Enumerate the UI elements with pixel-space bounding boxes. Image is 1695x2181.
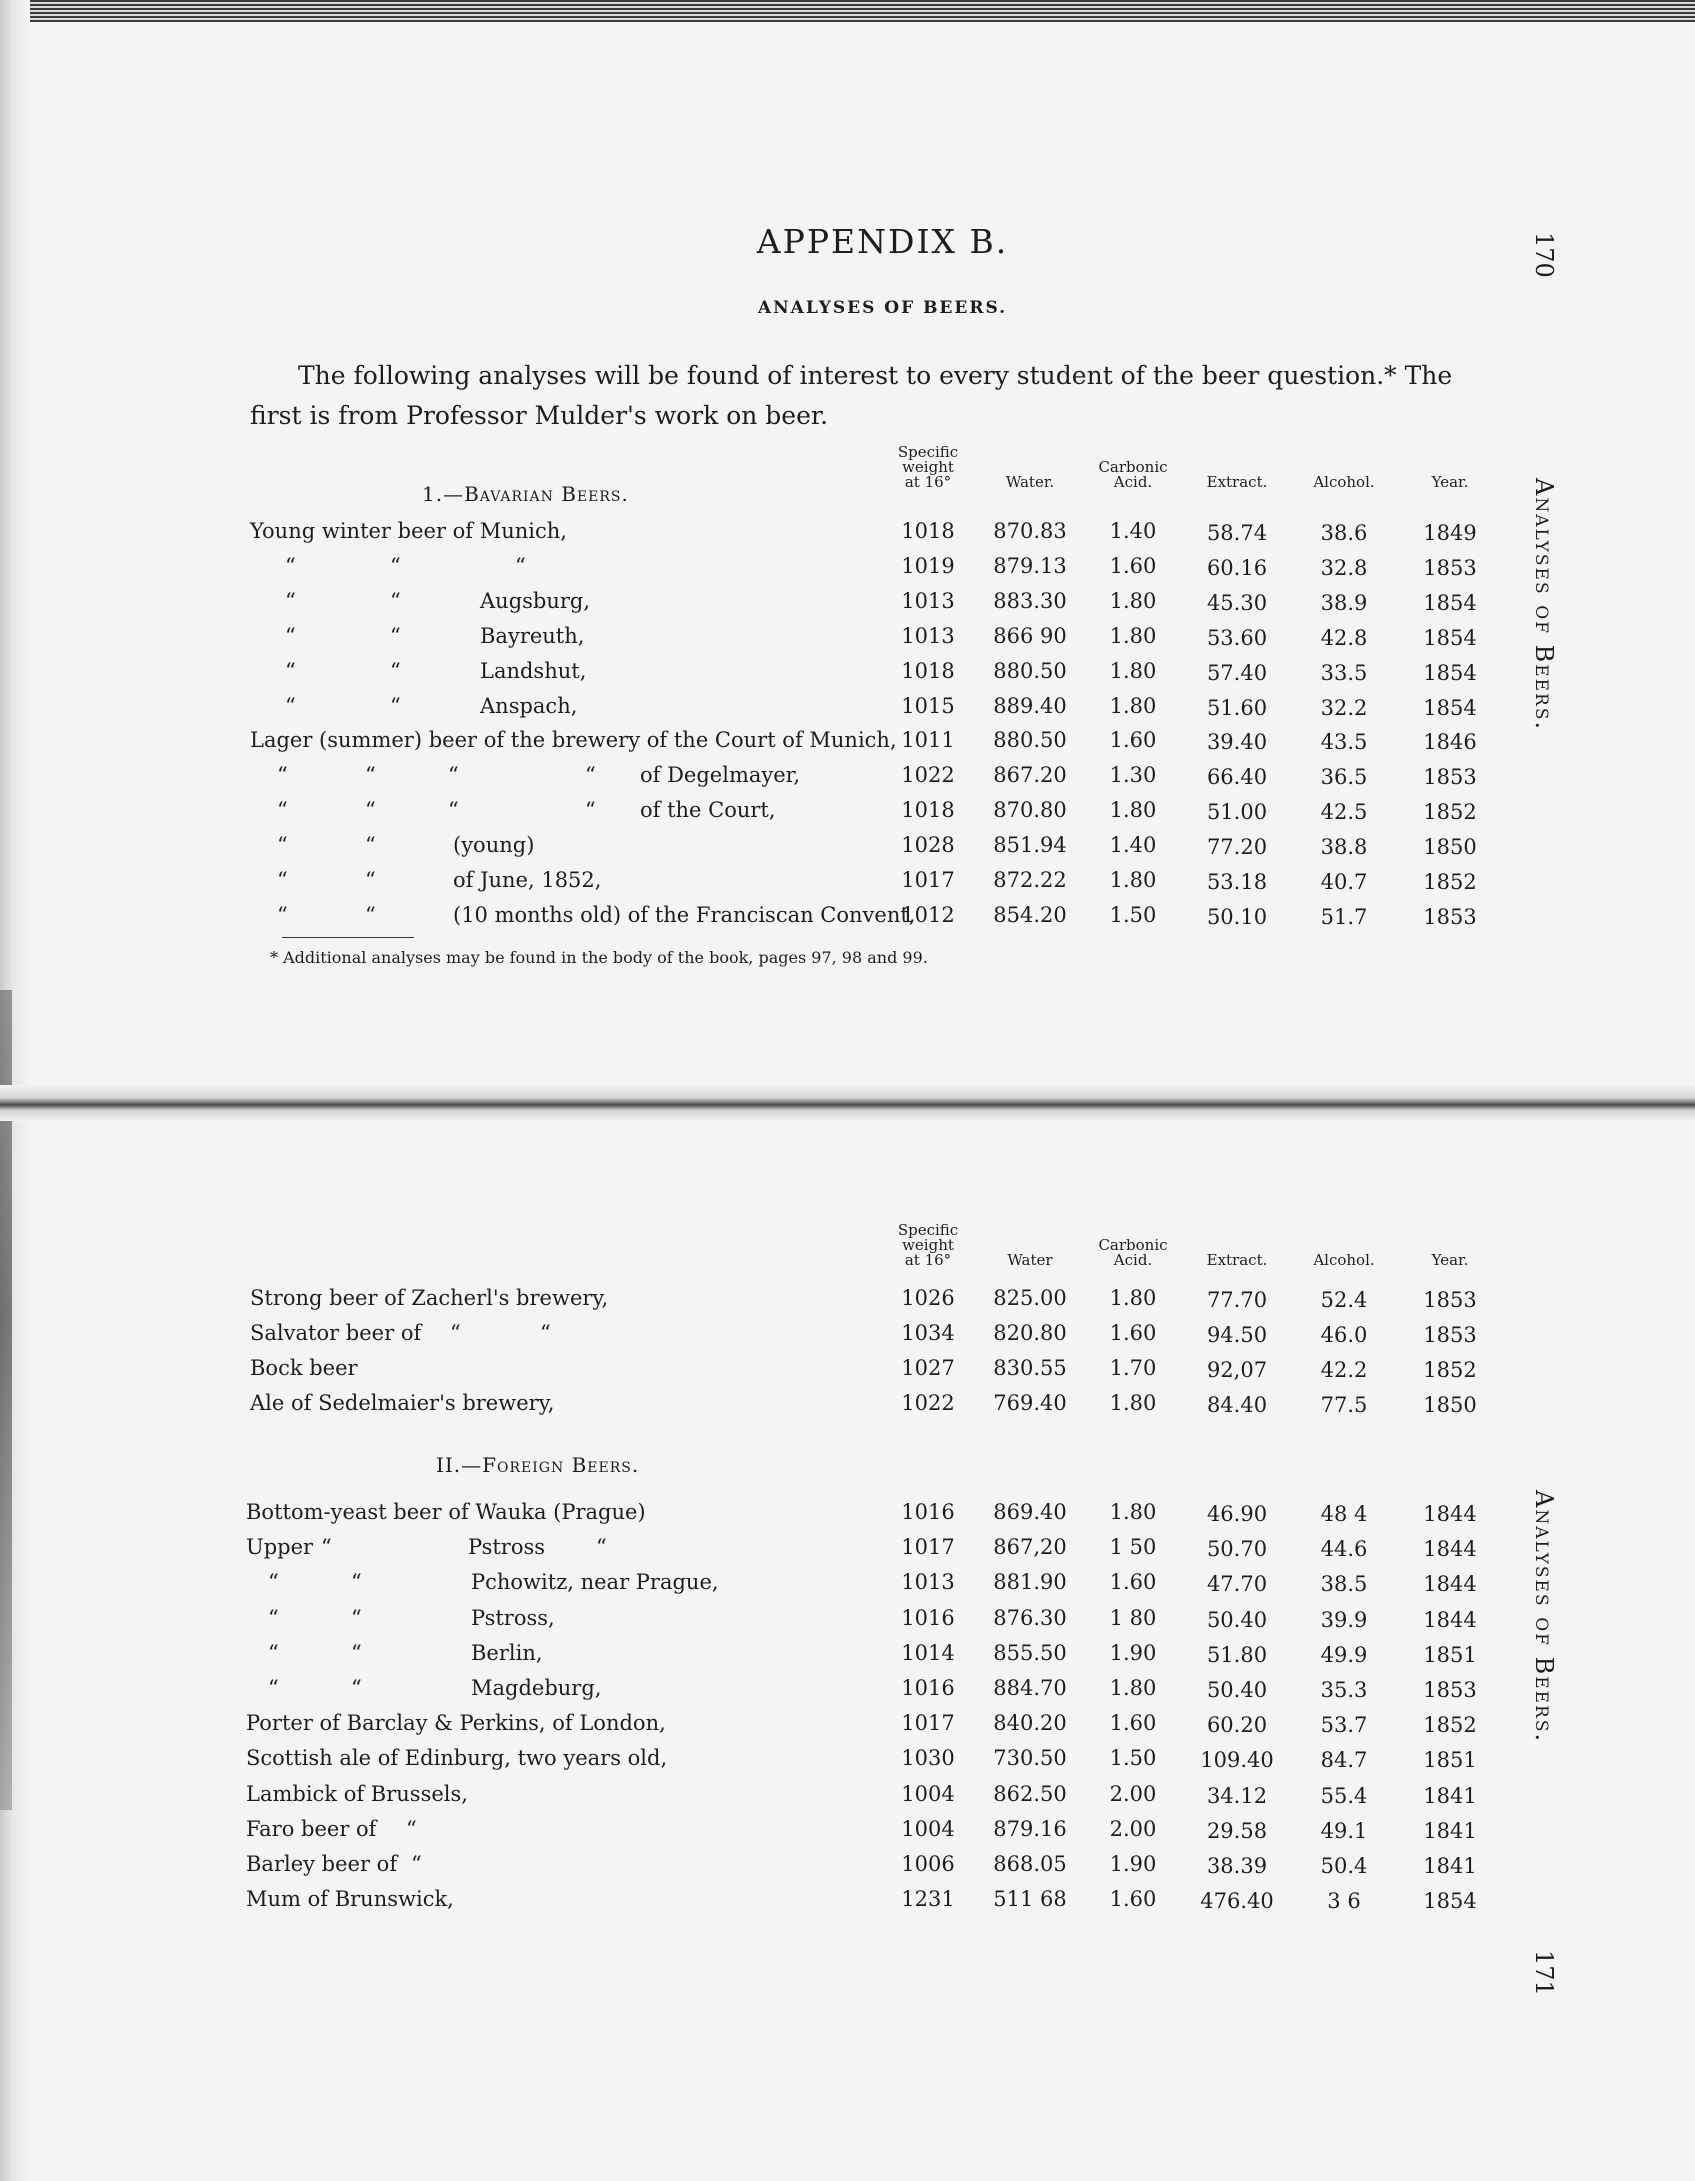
- cell-extract: 77.20: [1206, 835, 1268, 860]
- cell-water: 820.80: [993, 1321, 1067, 1345]
- column-header-line: Carbonic: [1098, 1236, 1168, 1254]
- cell-carbonic-acid: 1.80: [1109, 658, 1157, 683]
- cell-specific-weight: 1016: [901, 1500, 955, 1524]
- cell-specific-weight: 1016: [901, 1605, 955, 1630]
- cell-year: 1849: [1423, 521, 1477, 545]
- cell-water: 870.80: [993, 798, 1067, 823]
- column-header-line: weight: [902, 458, 954, 476]
- cell-water: 884.70: [993, 1676, 1067, 1700]
- section-heading-foreign: II.—Foreign Beers.: [436, 1453, 640, 1477]
- cell-year: 1851: [1423, 1748, 1477, 1773]
- cell-carbonic-acid: 1.80: [1109, 1286, 1157, 1310]
- cell-specific-weight: 1014: [901, 1640, 955, 1665]
- cell-carbonic-acid: 1.80: [1109, 1391, 1157, 1415]
- cell-year: 1853: [1423, 555, 1477, 580]
- cell-specific-weight: 1017: [901, 868, 955, 892]
- row-label: Landshut,: [480, 658, 587, 683]
- column-header-line: Carbonic: [1098, 458, 1168, 476]
- cell-year: 1844: [1423, 1607, 1477, 1632]
- cell-specific-weight: 1026: [901, 1286, 955, 1310]
- cell-water: 880.50: [993, 658, 1067, 683]
- cell-extract: 47.70: [1206, 1572, 1268, 1597]
- row-label: “: [390, 658, 401, 683]
- cell-water: 851.94: [993, 833, 1067, 858]
- row-label: “: [277, 833, 288, 858]
- page-171: [0, 1120, 1695, 2181]
- cell-water: 830.55: [993, 1356, 1067, 1380]
- cell-alcohol: 53.7: [1320, 1713, 1368, 1738]
- cell-year: 1854: [1423, 590, 1477, 615]
- row-label: “: [540, 1321, 551, 1345]
- row-label: “: [448, 763, 459, 788]
- cell-alcohol: 49.9: [1320, 1642, 1368, 1667]
- column-header-extract: [1207, 1253, 1268, 1268]
- column-header-line: at 16°: [904, 473, 952, 491]
- cell-alcohol: 38.6: [1320, 521, 1368, 545]
- intro-paragraph: [250, 356, 1510, 436]
- cell-alcohol: 52.4: [1320, 1288, 1368, 1312]
- row-label: “: [390, 623, 401, 648]
- column-header-carbonic-acid: [1098, 460, 1167, 490]
- column-header-line: Water: [1007, 1251, 1053, 1269]
- row-label: “: [411, 1852, 422, 1876]
- cell-carbonic-acid: 1.40: [1109, 519, 1157, 543]
- row-label: “: [596, 1535, 607, 1560]
- row-label: “: [285, 658, 296, 683]
- cell-alcohol: 42.8: [1320, 625, 1368, 650]
- cell-alcohol: 42.2: [1320, 1358, 1368, 1382]
- row-label: “: [365, 868, 376, 892]
- cell-year: 1841: [1423, 1783, 1477, 1808]
- cell-extract: 34.12: [1206, 1783, 1268, 1808]
- cell-specific-weight: 1018: [901, 658, 955, 683]
- cell-year: 1853: [1423, 1323, 1477, 1347]
- row-label: “: [268, 1640, 279, 1665]
- row-label: “: [406, 1816, 417, 1841]
- running-head: Analyses of Beers.: [1530, 478, 1558, 732]
- cell-extract: 50.70: [1206, 1537, 1268, 1562]
- footnote: * Additional analyses may be found in the body of the book, pages 97, 98 and 99.: [270, 948, 928, 967]
- cell-alcohol: 48 4: [1320, 1502, 1368, 1526]
- cell-year: 1853: [1423, 1678, 1477, 1702]
- column-header-specific-weight: [898, 1223, 958, 1268]
- cell-specific-weight: 1022: [901, 1391, 955, 1415]
- cell-year: 1850: [1423, 835, 1477, 860]
- row-label: of Degelmayer,: [640, 763, 801, 788]
- cell-year: 1851: [1423, 1642, 1477, 1667]
- row-label: “: [277, 763, 288, 788]
- cell-extract: 60.16: [1206, 555, 1268, 580]
- cell-water: 879.13: [993, 553, 1067, 578]
- intro-line-2: first is from Professor Mulder's work on beer.: [250, 401, 829, 430]
- cell-alcohol: 35.3: [1320, 1678, 1368, 1702]
- row-label: Upper: [246, 1535, 314, 1560]
- cell-extract: 50.10: [1206, 904, 1268, 929]
- row-label: “: [390, 553, 401, 578]
- cell-specific-weight: 1004: [901, 1781, 955, 1806]
- cell-alcohol: 32.8: [1320, 555, 1368, 580]
- cell-alcohol: 43.5: [1320, 730, 1368, 755]
- column-header-water: [1007, 1253, 1052, 1268]
- cell-alcohol: 46.0: [1320, 1323, 1368, 1347]
- cell-extract: 38.39: [1206, 1854, 1268, 1878]
- cell-carbonic-acid: 1.90: [1109, 1852, 1157, 1876]
- row-label: “: [448, 798, 459, 823]
- cell-alcohol: 38.9: [1320, 590, 1368, 615]
- cell-alcohol: 55.4: [1320, 1783, 1368, 1808]
- cell-year: 1846: [1423, 730, 1477, 755]
- cell-carbonic-acid: 1 80: [1109, 1605, 1157, 1630]
- row-label: Faro beer of: [246, 1816, 377, 1841]
- section-heading-bavarian: 1.—Bavarian Beers.: [422, 482, 629, 506]
- row-label: “: [365, 833, 376, 858]
- row-label: Barley beer of: [246, 1852, 398, 1876]
- column-header-carbonic-acid: [1098, 1238, 1167, 1268]
- cell-extract: 60.20: [1206, 1713, 1268, 1738]
- column-header-line: weight: [902, 1236, 954, 1254]
- row-label: Strong beer of Zacherl's brewery,: [250, 1286, 609, 1310]
- row-label: Porter of Barclay & Perkins, of London,: [246, 1711, 666, 1736]
- page-fold-shadow: [0, 1085, 1695, 1121]
- row-label: “: [321, 1535, 332, 1560]
- cell-water: 879.16: [993, 1816, 1067, 1841]
- column-header-line: Specific: [897, 443, 959, 461]
- row-label: Ale of Sedelmaier's brewery,: [250, 1391, 555, 1415]
- cell-year: 1844: [1423, 1572, 1477, 1597]
- cell-specific-weight: 1013: [901, 623, 955, 648]
- cell-water: 840.20: [993, 1711, 1067, 1736]
- cell-year: 1853: [1423, 1288, 1477, 1312]
- row-label: Augsburg,: [480, 588, 591, 613]
- row-label: “: [277, 902, 288, 927]
- cell-water: 868.05: [993, 1852, 1067, 1876]
- cell-alcohol: 33.5: [1320, 660, 1368, 685]
- row-label: Pstross: [468, 1535, 546, 1560]
- row-label: “: [277, 868, 288, 892]
- row-label: Bock beer: [250, 1356, 358, 1380]
- cell-water: 855.50: [993, 1640, 1067, 1665]
- cell-extract: 53.18: [1206, 870, 1268, 894]
- cell-alcohol: 84.7: [1320, 1748, 1368, 1773]
- cell-extract: 50.40: [1206, 1607, 1268, 1632]
- cell-carbonic-acid: 1.80: [1109, 588, 1157, 613]
- column-header-extract: [1207, 475, 1268, 490]
- cell-water: 883.30: [993, 588, 1067, 613]
- row-label: “: [585, 763, 596, 788]
- row-label: Mum of Brunswick,: [246, 1887, 454, 1912]
- cell-year: 1852: [1423, 1358, 1477, 1382]
- cell-water: 769.40: [993, 1391, 1067, 1415]
- cell-extract: 66.40: [1206, 765, 1268, 790]
- cell-carbonic-acid: 1.80: [1109, 693, 1157, 718]
- column-header-line: Extract.: [1206, 473, 1268, 491]
- cell-extract: 58.74: [1206, 521, 1268, 545]
- row-label: “: [585, 798, 596, 823]
- cell-carbonic-acid: 1.80: [1109, 1676, 1157, 1700]
- cell-year: 1854: [1423, 695, 1477, 720]
- cell-carbonic-acid: 1.80: [1109, 1500, 1157, 1524]
- cell-carbonic-acid: 1.80: [1109, 868, 1157, 892]
- row-label: Pchowitz, near Prague,: [471, 1570, 719, 1595]
- cell-specific-weight: 1030: [901, 1746, 955, 1771]
- row-label: “: [351, 1640, 362, 1665]
- cell-carbonic-acid: 1.60: [1109, 553, 1157, 578]
- row-label: “: [515, 553, 526, 578]
- cell-specific-weight: 1016: [901, 1676, 955, 1700]
- row-label: (10 months old) of the Franciscan Convent,: [453, 902, 916, 927]
- row-label: “: [390, 693, 401, 718]
- cell-alcohol: 42.5: [1320, 800, 1368, 825]
- page-number: 170: [1530, 232, 1558, 278]
- cell-carbonic-acid: 2.00: [1109, 1781, 1157, 1806]
- row-label: “: [365, 763, 376, 788]
- cell-specific-weight: 1011: [901, 728, 955, 753]
- cell-specific-weight: 1006: [901, 1852, 955, 1876]
- column-header-line: Specific: [897, 1221, 959, 1239]
- column-header-specific-weight: [898, 445, 958, 490]
- cell-specific-weight: 1028: [901, 833, 955, 858]
- cell-carbonic-acid: 1.30: [1109, 763, 1157, 788]
- column-header-line: Extract.: [1206, 1251, 1268, 1269]
- cell-carbonic-acid: 1.60: [1109, 1321, 1157, 1345]
- column-header-line: Water.: [1005, 473, 1055, 491]
- cell-carbonic-acid: 1.70: [1109, 1356, 1157, 1380]
- cell-water: 872.22: [993, 868, 1067, 892]
- row-label: “: [268, 1570, 279, 1595]
- cell-extract: 92,07: [1206, 1358, 1268, 1382]
- column-header-line: Year.: [1431, 473, 1469, 491]
- column-header-year: [1432, 1253, 1469, 1268]
- row-label: Berlin,: [471, 1640, 543, 1665]
- column-header-alcohol: [1313, 475, 1374, 490]
- row-label: “: [351, 1570, 362, 1595]
- cell-alcohol: 50.4: [1320, 1854, 1368, 1878]
- cell-alcohol: 39.9: [1320, 1607, 1368, 1632]
- cell-extract: 45.30: [1206, 590, 1268, 615]
- cell-carbonic-acid: 2.00: [1109, 1816, 1157, 1841]
- cell-water: 854.20: [993, 902, 1067, 927]
- cell-water: 730.50: [993, 1746, 1067, 1771]
- cell-carbonic-acid: 1.90: [1109, 1640, 1157, 1665]
- row-label: “: [351, 1676, 362, 1700]
- cell-year: 1854: [1423, 625, 1477, 650]
- cell-extract: 51.80: [1206, 1642, 1268, 1667]
- cell-year: 1852: [1423, 800, 1477, 825]
- cell-extract: 51.00: [1206, 800, 1268, 825]
- cell-water: 880.50: [993, 728, 1067, 753]
- cell-extract: 46.90: [1206, 1502, 1268, 1526]
- row-label: “: [277, 798, 288, 823]
- cell-extract: 51.60: [1206, 695, 1268, 720]
- cell-water: 870.83: [993, 519, 1067, 543]
- cell-carbonic-acid: 1.60: [1109, 1711, 1157, 1736]
- cell-year: 1854: [1423, 1889, 1477, 1914]
- cell-alcohol: 32.2: [1320, 695, 1368, 720]
- row-label: Young winter beer of Munich,: [250, 519, 567, 543]
- cell-year: 1852: [1423, 1713, 1477, 1738]
- cell-year: 1841: [1423, 1818, 1477, 1843]
- cell-specific-weight: 1012: [901, 902, 955, 927]
- column-header-line: Alcohol.: [1313, 473, 1375, 491]
- cell-alcohol: 38.8: [1320, 835, 1368, 860]
- intro-line-1: The following analyses will be found of interest to every student of the beer question.* The: [298, 361, 1453, 390]
- cell-extract: 39.40: [1206, 730, 1268, 755]
- column-header-water: [1006, 475, 1054, 490]
- cell-water: 876.30: [993, 1605, 1067, 1630]
- cell-specific-weight: 1017: [901, 1535, 955, 1560]
- row-label: of the Court,: [640, 798, 776, 823]
- row-label: (young): [453, 833, 535, 858]
- cell-water: 869.40: [993, 1500, 1067, 1524]
- page-number: 171: [1530, 1950, 1558, 1996]
- cell-extract: 77.70: [1206, 1288, 1268, 1312]
- row-label: “: [268, 1605, 279, 1630]
- cell-carbonic-acid: 1.50: [1109, 1746, 1157, 1771]
- cell-year: 1853: [1423, 765, 1477, 790]
- cell-extract: 109.40: [1200, 1748, 1274, 1773]
- cell-alcohol: 77.5: [1320, 1393, 1368, 1417]
- cell-water: 867,20: [993, 1535, 1067, 1560]
- cell-year: 1844: [1423, 1537, 1477, 1562]
- cell-year: 1852: [1423, 870, 1477, 894]
- cell-water: 511 68: [993, 1887, 1067, 1912]
- cell-specific-weight: 1017: [901, 1711, 955, 1736]
- row-label: “: [268, 1676, 279, 1700]
- row-label: Salvator beer of: [250, 1321, 422, 1345]
- cell-alcohol: 40.7: [1320, 870, 1368, 894]
- row-label: Magdeburg,: [471, 1676, 602, 1700]
- cell-carbonic-acid: 1.80: [1109, 623, 1157, 648]
- cell-extract: 53.60: [1206, 625, 1268, 650]
- cell-alcohol: 38.5: [1320, 1572, 1368, 1597]
- footnote-rule: [282, 937, 414, 938]
- column-header-line: Acid.: [1113, 473, 1153, 491]
- cell-year: 1853: [1423, 904, 1477, 929]
- cell-specific-weight: 1004: [901, 1816, 955, 1841]
- cell-carbonic-acid: 1.80: [1109, 798, 1157, 823]
- cell-extract: 84.40: [1206, 1393, 1268, 1417]
- cell-extract: 476.40: [1200, 1889, 1274, 1914]
- cell-alcohol: 3 6: [1327, 1889, 1361, 1914]
- row-label: of June, 1852,: [453, 868, 602, 892]
- appendix-title: APPENDIX B.: [756, 222, 1009, 261]
- cell-year: 1844: [1423, 1502, 1477, 1526]
- row-label: “: [390, 588, 401, 613]
- cell-extract: 29.58: [1206, 1818, 1268, 1843]
- row-label: “: [285, 588, 296, 613]
- column-header-line: Year.: [1431, 1251, 1469, 1269]
- cell-specific-weight: 1013: [901, 588, 955, 613]
- row-label: “: [285, 623, 296, 648]
- cell-specific-weight: 1022: [901, 763, 955, 788]
- column-header-line: Acid.: [1113, 1251, 1153, 1269]
- cell-specific-weight: 1018: [901, 798, 955, 823]
- row-label: Scottish ale of Edinburg, two years old,: [246, 1746, 668, 1771]
- row-label: Pstross,: [471, 1605, 555, 1630]
- cell-specific-weight: 1013: [901, 1570, 955, 1595]
- cell-alcohol: 49.1: [1320, 1818, 1368, 1843]
- cell-carbonic-acid: 1.60: [1109, 728, 1157, 753]
- page-170: [0, 0, 1695, 1090]
- running-head: Analyses of Beers.: [1530, 1490, 1558, 1744]
- cell-alcohol: 51.7: [1320, 904, 1368, 929]
- row-label: “: [285, 693, 296, 718]
- cell-carbonic-acid: 1 50: [1109, 1535, 1157, 1560]
- cell-carbonic-acid: 1.60: [1109, 1570, 1157, 1595]
- cell-year: 1841: [1423, 1854, 1477, 1878]
- row-label: “: [450, 1321, 461, 1345]
- row-label: Bottom-yeast beer of Wauka (Prague): [246, 1500, 646, 1524]
- cell-extract: 57.40: [1206, 660, 1268, 685]
- row-label: “: [365, 902, 376, 927]
- column-header-line: Alcohol.: [1313, 1251, 1375, 1269]
- cell-extract: 50.40: [1206, 1678, 1268, 1702]
- cell-carbonic-acid: 1.50: [1109, 902, 1157, 927]
- cell-year: 1854: [1423, 660, 1477, 685]
- row-label: Anspach,: [480, 693, 578, 718]
- cell-extract: 94.50: [1206, 1323, 1268, 1347]
- cell-water: 881.90: [993, 1570, 1067, 1595]
- cell-specific-weight: 1015: [901, 693, 955, 718]
- cell-alcohol: 44.6: [1320, 1537, 1368, 1562]
- cell-specific-weight: 1018: [901, 519, 955, 543]
- cell-water: 862.50: [993, 1781, 1067, 1806]
- cell-specific-weight: 1034: [901, 1321, 955, 1345]
- row-label: “: [285, 553, 296, 578]
- column-header-alcohol: [1313, 1253, 1374, 1268]
- cell-alcohol: 36.5: [1320, 765, 1368, 790]
- cell-carbonic-acid: 1.60: [1109, 1887, 1157, 1912]
- column-header-year: [1432, 475, 1469, 490]
- row-label: “: [351, 1605, 362, 1630]
- row-label: Bayreuth,: [480, 623, 585, 648]
- cell-year: 1850: [1423, 1393, 1477, 1417]
- cell-water: 866 90: [993, 623, 1067, 648]
- cell-specific-weight: 1027: [901, 1356, 955, 1380]
- cell-carbonic-acid: 1.40: [1109, 833, 1157, 858]
- cell-water: 889.40: [993, 693, 1067, 718]
- row-label: “: [365, 798, 376, 823]
- column-header-line: at 16°: [904, 1251, 952, 1269]
- cell-specific-weight: 1231: [901, 1887, 955, 1912]
- row-label: Lager (summer) beer of the brewery of the Court of Munich,: [250, 728, 897, 753]
- cell-water: 825.00: [993, 1286, 1067, 1310]
- row-label: Lambick of Brussels,: [246, 1781, 468, 1806]
- appendix-subtitle: ANALYSES OF BEERS.: [757, 298, 1008, 318]
- cell-specific-weight: 1019: [901, 553, 955, 578]
- cell-water: 867.20: [993, 763, 1067, 788]
